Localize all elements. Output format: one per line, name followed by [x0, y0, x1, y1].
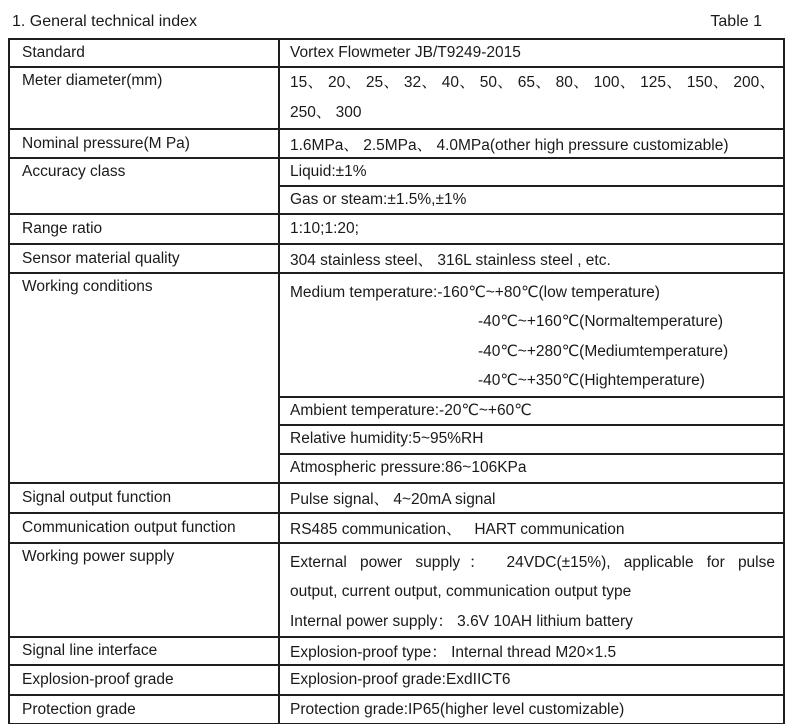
working-power-line3: Internal power supply： 3.6V 10AH lithium battery [290, 612, 633, 630]
row-signal-output [9, 483, 784, 513]
label-range-ratio: Range ratio [9, 214, 279, 244]
medium-temperature-line1: Medium temperature:-160℃~+80℃(low temperature) [290, 284, 660, 301]
row-range-ratio [9, 214, 784, 244]
label-accuracy-class: Accuracy class [9, 158, 279, 214]
row-meter-diameter [9, 67, 784, 129]
value-accuracy-liquid: Liquid:±1% [279, 158, 784, 186]
label-signal-output: Signal output function [9, 483, 279, 513]
value-meter-diameter [279, 67, 784, 129]
label-nominal-pressure: Nominal pressure(M Pa) [9, 129, 279, 158]
label-communication-output: Communication output function [9, 513, 279, 543]
value-communication-output: RS485 communication、 HART communication [279, 513, 784, 543]
value-accuracy-gas: Gas or steam:±1.5%,±1% [279, 186, 784, 214]
label-working-conditions: Working conditions [9, 273, 279, 483]
spec-table [8, 38, 785, 724]
meter-diameter-line1: 15、 20、 25、 32、 40、 50、 65、 80、 100、 125、 150、 200、 [290, 74, 775, 91]
value-ambient-temperature: Ambient temperature:-20℃~+60℃ [279, 397, 784, 425]
medium-temperature-line4: -40℃~+350℃(Hightemperature) [478, 372, 705, 390]
value-sensor-material: 304 stainless steel、 316L stainless steel , etc. [279, 244, 784, 273]
page-title: 1. General technical index [12, 13, 197, 30]
value-signal-line: Explosion-proof type： Internal thread M20×1.5 [279, 637, 784, 665]
label-standard: Standard [9, 39, 279, 67]
value-working-power [279, 543, 784, 638]
table-caption: Table 1 [710, 13, 762, 30]
row-nominal-pressure [9, 129, 784, 158]
title-bar [0, 0, 790, 38]
working-power-line1: External power supply： 24VDC(±15%), applicable for pulse [290, 553, 775, 571]
value-nominal-pressure: 1.6MPa、 2.5MPa、 4.0MPa(other high pressure customizable) [279, 129, 784, 158]
value-signal-output: Pulse signal、 4~20mA signal [279, 483, 784, 513]
label-protection-grade: Protection grade [9, 695, 279, 724]
row-accuracy-liquid [9, 158, 784, 186]
value-protection-grade: Protection grade:IP65(higher level customizable) [279, 695, 784, 724]
label-signal-line: Signal line interface [9, 637, 279, 665]
value-explosion-grade: Explosion-proof grade:ExdIICT6 [279, 665, 784, 695]
value-atmospheric-pressure: Atmospheric pressure:86~106KPa [279, 454, 784, 483]
label-explosion-grade: Explosion-proof grade [9, 665, 279, 695]
row-standard [9, 39, 784, 67]
row-explosion-grade [9, 665, 784, 695]
row-sensor-material [9, 244, 784, 273]
value-range-ratio: 1:10;1:20; [279, 214, 784, 244]
row-communication-output [9, 513, 784, 543]
label-meter-diameter: Meter diameter(mm) [9, 67, 279, 129]
row-working-conditions-medium [9, 273, 784, 397]
row-working-power [9, 543, 784, 638]
label-working-power: Working power supply [9, 543, 279, 638]
value-standard: Vortex Flowmeter JB/T9249-2015 [279, 39, 784, 67]
working-power-line2: output, current output, communication output type [290, 583, 632, 601]
meter-diameter-line2: 250、 300 [290, 104, 362, 121]
row-signal-line [9, 637, 784, 665]
medium-temperature-line3: -40℃~+280℃(Mediumtemperature) [478, 342, 729, 360]
row-protection-grade [9, 695, 784, 724]
value-medium-temperature [279, 273, 784, 397]
value-relative-humidity: Relative humidity:5~95%RH [279, 425, 784, 454]
medium-temperature-line2: -40℃~+160℃(Normaltemperature) [478, 313, 724, 331]
label-sensor-material: Sensor material quality [9, 244, 279, 273]
